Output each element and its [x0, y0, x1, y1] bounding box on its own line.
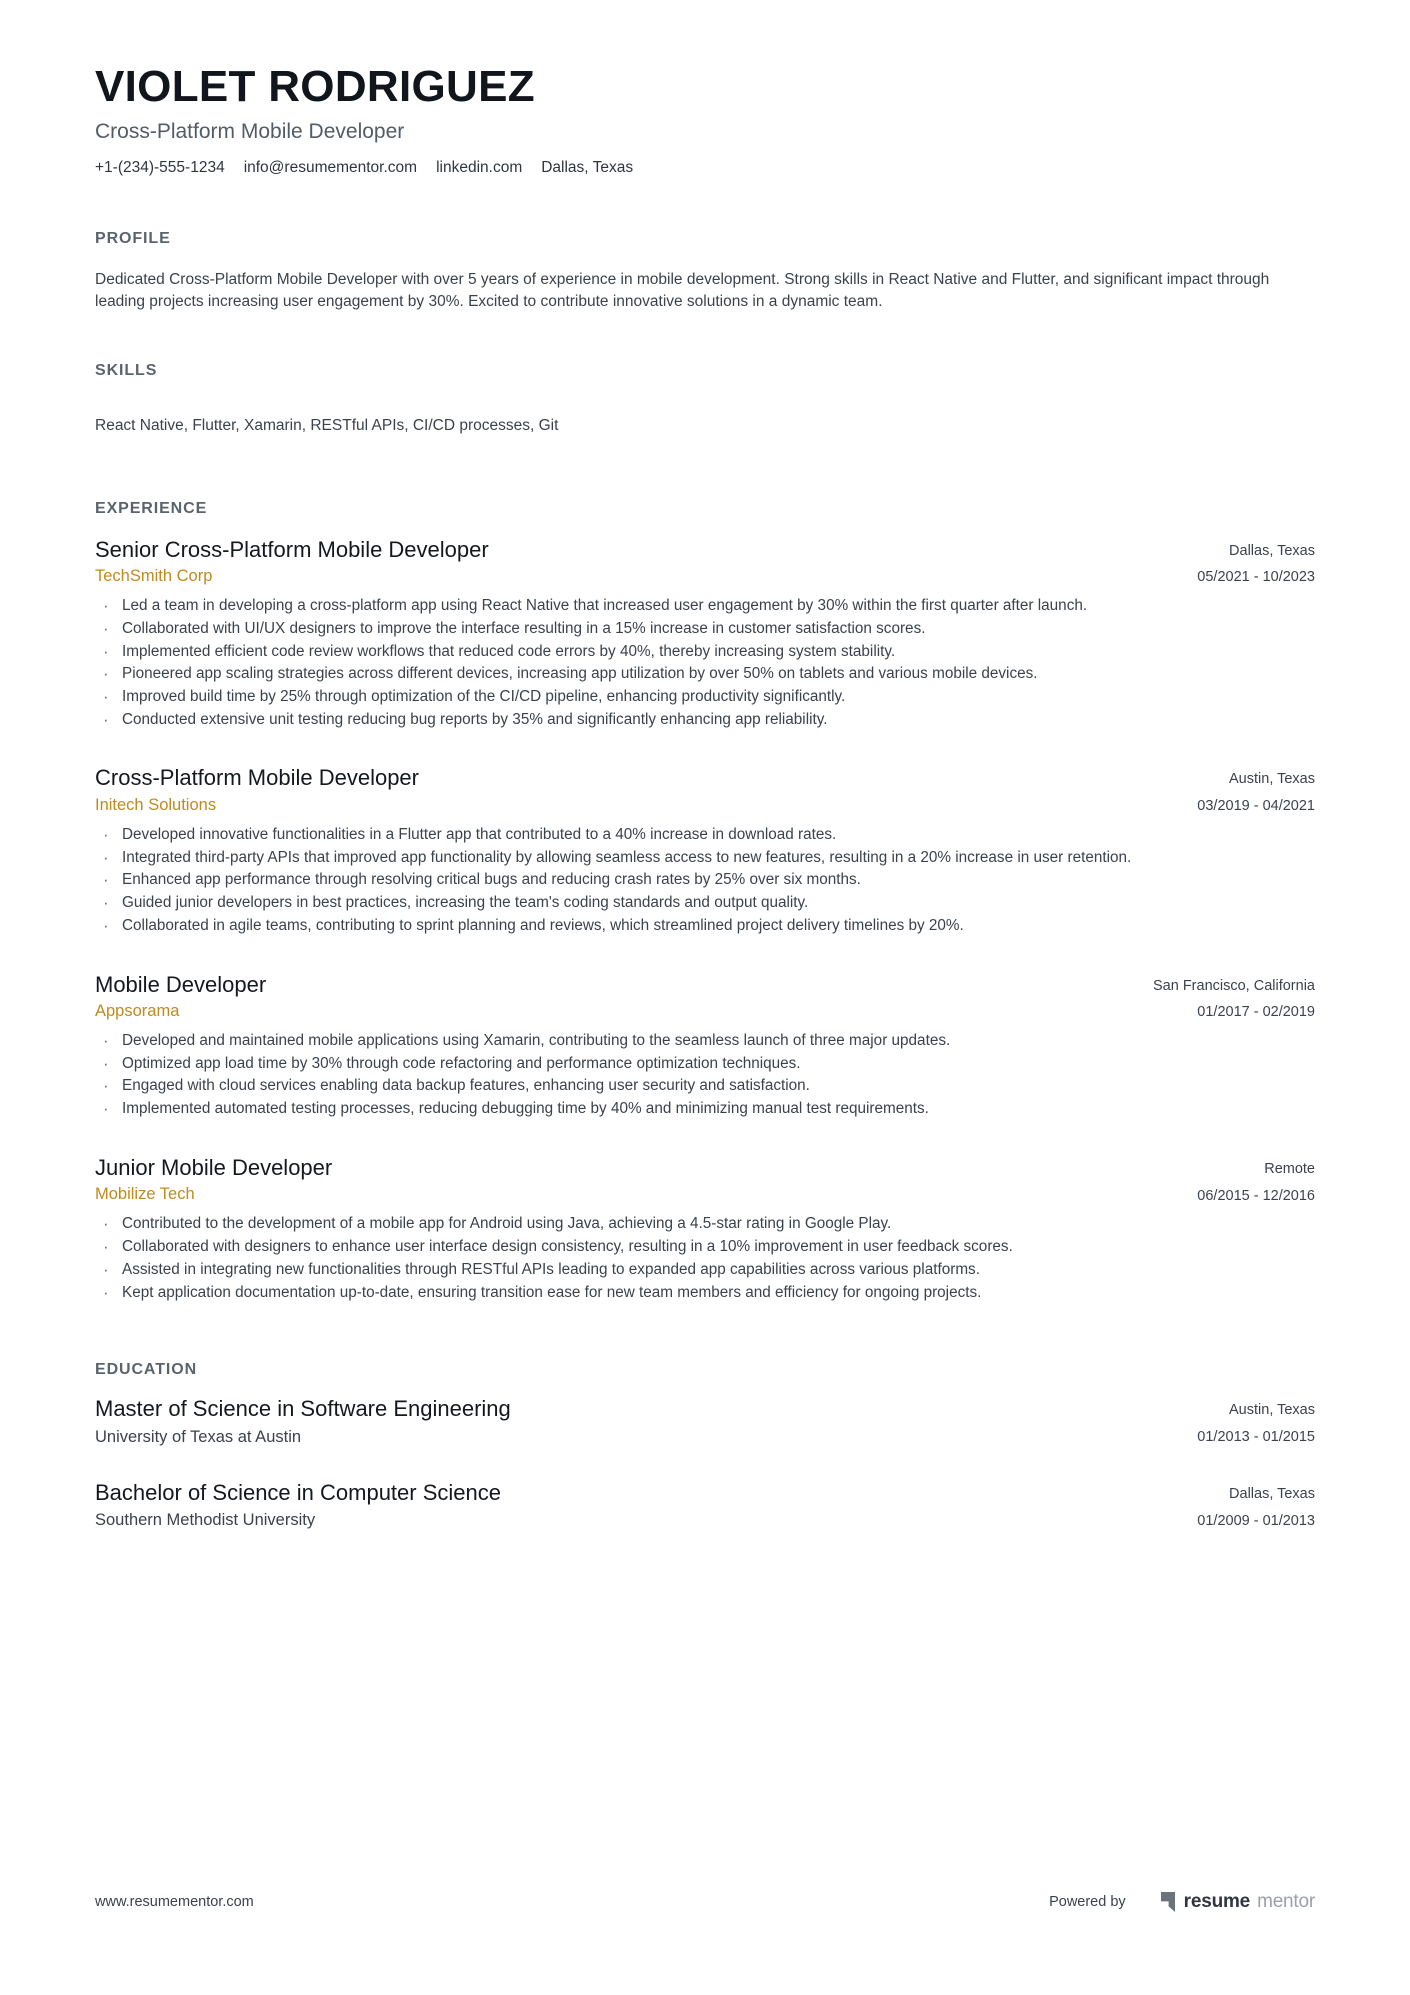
education-location: Dallas, Texas: [1229, 1485, 1315, 1502]
experience-entry: [95, 1154, 1315, 1303]
contact-location: Dallas, Texas: [541, 159, 634, 177]
experience-location: Austin, Texas: [1229, 771, 1315, 788]
experience-bullet: · Optimized app load time by 30% through code refactoring and performance optimization techniques.: [95, 1053, 1315, 1075]
education-degree: Bachelor of Science in Computer Science: [95, 1479, 501, 1505]
experience-location: Dallas, Texas: [1229, 542, 1315, 559]
experience-company: TechSmith Corp: [95, 567, 213, 586]
experience-bullet: · Assisted in integrating new functionalities through RESTful APIs leading to expanded app capabilities across various platforms.: [95, 1259, 1315, 1281]
experience-bullet: · Contributed to the development of a mobile app for Android using Java, achieving a 4.5-star rating in Google Play.: [95, 1213, 1315, 1235]
experience-entry: [95, 764, 1315, 936]
experience-dates: 05/2021 - 10/2023: [1197, 569, 1315, 586]
experience-entry-meta-block: [1153, 971, 1315, 1025]
section-heading-profile: PROFILE: [95, 229, 171, 247]
education-entry-header: [95, 1395, 1315, 1449]
experience-bullet: · Enhanced app performance through resolving critical bugs and reducing crash rates by 25% over six months.: [95, 869, 1315, 891]
experience-entry-meta-block: [1197, 764, 1315, 818]
experience-bullet-list: [95, 595, 1315, 730]
page-footer: [95, 1891, 1315, 1913]
experience-entry-header: [95, 971, 1315, 1025]
experience-entry: [95, 971, 1315, 1120]
education-degree: Master of Science in Software Engineering: [95, 1396, 511, 1422]
experience-bullet: · Collaborated in agile teams, contributing to sprint planning and reviews, which streamlined project delivery timelines by 20%.: [95, 915, 1315, 937]
education-entry-meta-block: [1197, 1479, 1315, 1533]
experience-entry: [95, 536, 1315, 731]
skills-section: [95, 362, 1315, 437]
experience-role: Mobile Developer: [95, 971, 267, 997]
experience-entry-meta-block: [1197, 536, 1315, 590]
experience-bullet-list: [95, 1213, 1315, 1303]
education-school: Southern Methodist University: [95, 1511, 316, 1530]
experience-location: San Francisco, California: [1153, 977, 1315, 994]
footer-branding: [1049, 1891, 1315, 1913]
education-entry-title-block: [95, 1479, 1197, 1532]
brand-name-strong: resume: [1183, 1891, 1251, 1912]
experience-company: Initech Solutions: [95, 795, 217, 814]
experience-entry-title-block: [95, 764, 1197, 816]
experience-bullet: · Collaborated with UI/UX designers to improve the interface resulting in a 15% increase in customer satisfaction scores.: [95, 618, 1315, 640]
section-heading-experience: EXPERIENCE: [95, 499, 208, 517]
footer-website-url[interactable]: www.resumementor.com: [95, 1894, 254, 1910]
experience-entry-title-block: [95, 536, 1197, 588]
education-location: Austin, Texas: [1229, 1402, 1315, 1419]
bookmark-icon: [1160, 1891, 1177, 1913]
education-entry-header: [95, 1479, 1315, 1533]
education-school: University of Texas at Austin: [95, 1427, 302, 1446]
experience-entry-title-block: [95, 1154, 1197, 1206]
experience-entry-list: [95, 536, 1315, 1304]
experience-bullet: · Pioneered app scaling strategies across different devices, increasing app utilization by over 50% on tablets and various mobile devices.: [95, 663, 1315, 685]
experience-bullet: · Developed and maintained mobile applications using Xamarin, contributing to the seamless launch of three major updates.: [95, 1030, 1315, 1052]
resume-header: [95, 0, 1315, 179]
experience-role: Senior Cross-Platform Mobile Developer: [95, 536, 489, 562]
experience-dates: 03/2019 - 04/2021: [1197, 798, 1315, 815]
experience-bullet: · Led a team in developing a cross-platform app using React Native that increased user engagement by 30% within the first quarter after launch.: [95, 595, 1315, 617]
profile-text: Dedicated Cross-Platform Mobile Developer with over 5 years of experience in mobile development. Strong skills in React Native and Flutter, and significant impact through leading projects increasing user engagement by 30%. Excited to contribute innovative solutions in a dynamic team.: [95, 270, 1270, 311]
education-dates: 01/2013 - 01/2015: [1197, 1429, 1315, 1446]
section-heading-education: EDUCATION: [95, 1361, 198, 1379]
experience-bullet: · Improved build time by 25% through optimization of the CI/CD pipeline, enhancing productivity significantly.: [95, 686, 1315, 708]
experience-dates: 06/2015 - 12/2016: [1197, 1187, 1315, 1204]
candidate-job-title: Cross-Platform Mobile Developer: [95, 120, 405, 144]
skills-list: React Native, Flutter, Xamarin, RESTful APIs, CI/CD processes, Git: [95, 417, 559, 435]
education-entry-title-block: [95, 1395, 1197, 1448]
education-section: [95, 1361, 1315, 1532]
education-entry-list: [95, 1395, 1315, 1532]
contact-line: [95, 158, 1315, 178]
experience-entry-meta-block: [1197, 1154, 1315, 1208]
candidate-name: VIOLET RODRIGUEZ: [95, 62, 535, 111]
contact-linkedin[interactable]: linkedin.com: [436, 159, 523, 177]
experience-bullet: · Collaborated with designers to enhance user interface design consistency, resulting in a 10% improvement in user feedback scores.: [95, 1236, 1315, 1258]
experience-entry-header: [95, 1154, 1315, 1208]
education-dates: 01/2009 - 01/2013: [1197, 1512, 1315, 1529]
experience-entry-header: [95, 764, 1315, 818]
brand-name-light: mentor: [1257, 1891, 1315, 1912]
resumementor-logo: [1160, 1891, 1315, 1913]
experience-bullet: · Developed innovative functionalities in a Flutter app that contributed to a 40% increase in download rates.: [95, 824, 1315, 846]
experience-section: [95, 500, 1315, 1304]
experience-dates: 01/2017 - 02/2019: [1197, 1004, 1315, 1021]
experience-entry-header: [95, 536, 1315, 590]
experience-bullet: · Engaged with cloud services enabling data backup features, enhancing user security and satisfaction.: [95, 1075, 1315, 1097]
experience-bullet: · Conducted extensive unit testing reducing bug reports by 35% and significantly enhancing app reliability.: [95, 709, 1315, 731]
section-heading-skills: SKILLS: [95, 362, 158, 380]
experience-company: Mobilize Tech: [95, 1185, 195, 1204]
powered-by-label: Powered by: [1049, 1894, 1126, 1910]
experience-role: Junior Mobile Developer: [95, 1154, 333, 1180]
contact-email[interactable]: info@resumementor.com: [243, 159, 418, 177]
experience-entry-title-block: [95, 971, 1153, 1023]
experience-bullet: · Implemented automated testing processes, reducing debugging time by 40% and minimizing manual test requirements.: [95, 1098, 1315, 1120]
experience-bullet-list: [95, 1030, 1315, 1120]
experience-bullet: · Guided junior developers in best practices, increasing the team's coding standards and output quality.: [95, 892, 1315, 914]
education-entry-meta-block: [1197, 1395, 1315, 1449]
experience-bullet-list: [95, 824, 1315, 937]
experience-location: Remote: [1264, 1160, 1315, 1177]
contact-phone: +1-(234)-555-1234: [95, 159, 225, 177]
experience-bullet: · Integrated third-party APIs that improved app functionality by allowing seamless access to new features, resulting in a 20% increase in user retention.: [95, 847, 1315, 869]
experience-company: Appsorama: [95, 1002, 180, 1021]
education-entry: [95, 1395, 1315, 1449]
experience-bullet: · Kept application documentation up-to-date, ensuring transition ease for new team members and efficiency for ongoing projects.: [95, 1282, 1315, 1304]
experience-role: Cross-Platform Mobile Developer: [95, 765, 419, 791]
education-entry: [95, 1479, 1315, 1533]
experience-bullet: · Implemented efficient code review workflows that reduced code errors by 40%, thereby increasing system stability.: [95, 641, 1315, 663]
profile-section: [95, 230, 1315, 315]
